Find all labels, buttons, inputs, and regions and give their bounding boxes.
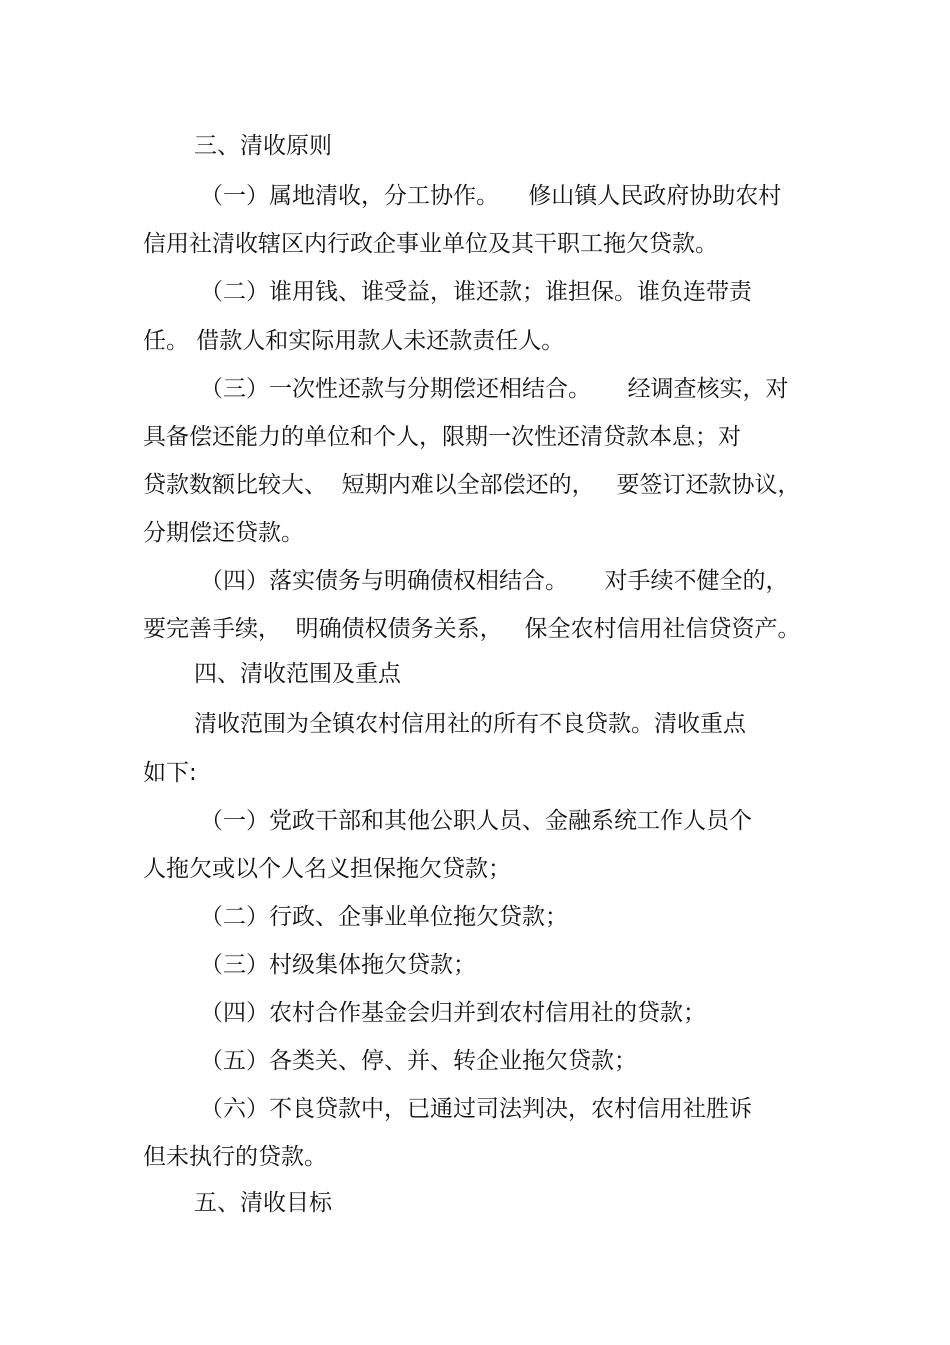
paragraph-line: 要完善手续， 明确债权债务关系， 保全农村信用社信贷资产。 [143,616,801,642]
section-heading-4: 四、清收范围及重点 [194,661,401,687]
paragraph-line: 任。 借款人和实际用款人未还款责任人。 [143,328,565,354]
section-heading-3: 三、清收原则 [194,133,332,159]
paragraph-line: （二）谁用钱、谁受益，谁还款；谁担保。谁负连带责 [200,279,752,305]
paragraph-line: 信用社清收辖区内行政企事业单位及其干职工拖欠贷款。 [143,231,718,257]
paragraph-line: 清收范围为全镇农村信用社的所有不良贷款。清收重点 [194,711,746,737]
paragraph-line: （四）落实债务与明确债权相结合。 对手续不健全的， [200,568,789,594]
paragraph-line: 贷款数额比较大、 短期内难以全部偿还的， 要签订还款协议， [143,472,801,498]
paragraph-line: （三）一次性还款与分期偿还相结合。 经调查核实，对 [200,376,789,402]
paragraph-line: 如下: [143,760,197,786]
paragraph-line: （一）属地清收，分工协作。 修山镇人民政府协助农村 [200,183,782,209]
list-item: （五）各类关、停、并、转企业拖欠贷款； [200,1048,637,1074]
list-item: （六）不良贷款中，已通过司法判决，农村信用社胜诉 [200,1096,752,1122]
list-item: （三）村级集体拖欠贷款； [200,952,476,978]
list-item-continuation: 但未执行的贷款。 [143,1144,327,1170]
list-item: （二）行政、企事业单位拖欠贷款； [200,904,568,930]
list-item: （四）农村合作基金会归并到农村信用社的贷款； [200,1000,706,1026]
list-item: （一）党政干部和其他公职人员、金融系统工作人员个 [200,808,752,834]
paragraph-line: 具备偿还能力的单位和个人，限期一次性还清贷款本息；对 [143,424,741,450]
section-heading-5: 五、清收目标 [194,1190,332,1216]
list-item-continuation: 人拖欠或以个人名义担保拖欠贷款； [143,856,511,882]
paragraph-line: 分期偿还贷款。 [143,520,304,546]
